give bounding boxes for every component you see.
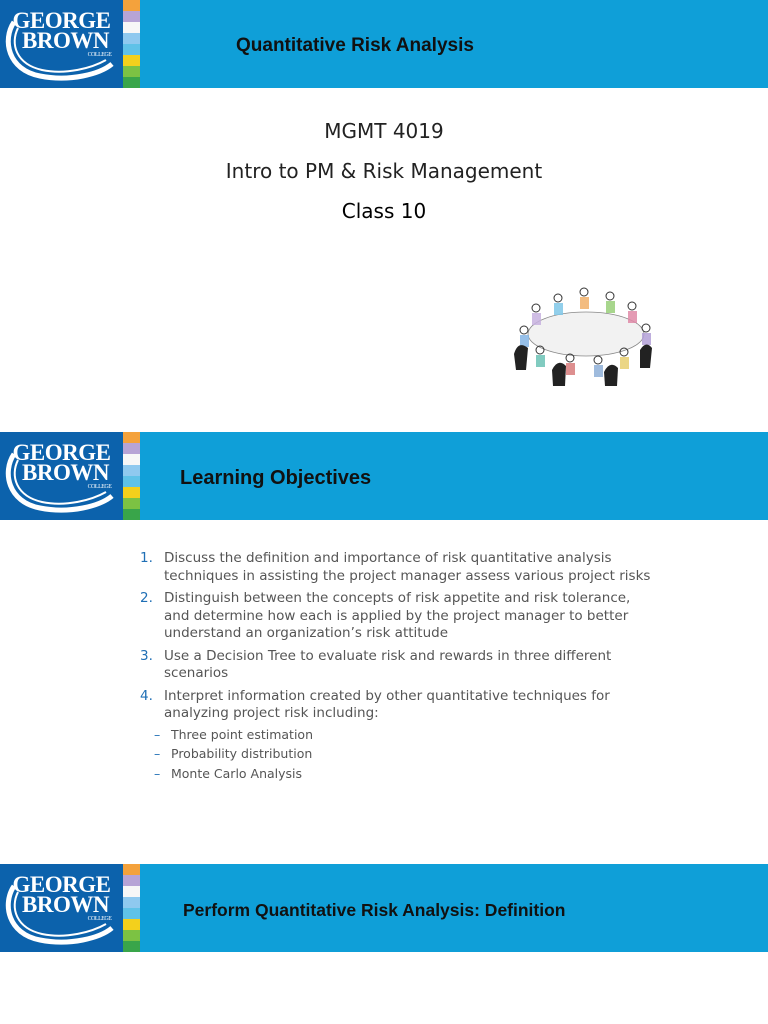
item-text: Distinguish between the concepts of risk appetite and risk tolerance, and determine how each is applied by the project manager to better understand an organization’s risk attitude [164,590,631,641]
color-stripes [123,432,140,520]
list-item [140,550,660,585]
sub-item-text: Probability distribution [171,746,313,761]
stripe [123,875,140,886]
college-logo [0,864,123,952]
stripe [123,886,140,897]
dash-marker: – [154,765,161,781]
list-item [140,648,660,683]
course-code: MGMT 4019 [324,119,444,143]
slide-title: Learning Objectives [180,467,372,489]
stripe [123,432,140,443]
stripe [123,11,140,22]
logo-line-2: BROWN [22,28,109,53]
slide-title: Quantitative Risk Analysis [236,35,474,56]
list-item [140,590,660,643]
meeting-illustration [506,284,662,392]
stripe [123,897,140,908]
logo-line-2: BROWN [22,460,109,485]
logo-line-1: GEORGE [12,440,111,465]
sub-list [154,726,660,783]
objectives-list [140,550,660,787]
slide-title: Perform Quantitative Risk Analysis: Definition [183,900,566,920]
sub-item-text: Monte Carlo Analysis [171,765,303,781]
sub-list-item [154,765,660,783]
class-label: Class 10 [341,199,427,223]
item-text: Discuss the definition and importance of risk quantitative analysis techniques in assisting the project manager assess various project risks [164,550,651,584]
item-text: Interpret information created by other quantitative techniques for analyzing project risk including: [164,687,610,721]
logo-line-3: COLLEGE [87,916,112,922]
item-number: 1. [140,550,153,566]
stripe [123,908,140,919]
stripe [123,498,140,509]
stripe [123,930,140,941]
item-number: 3. [140,647,153,664]
stripe [123,454,140,465]
stripe [123,55,140,66]
college-logo [0,432,123,520]
stripe [123,476,140,487]
logo-line-1: GEORGE [12,8,111,33]
stripe [123,77,140,88]
sub-list-item [154,726,660,744]
slide-banner [0,864,768,952]
stripe [123,443,140,454]
college-logo [0,0,123,88]
stripe [123,0,140,11]
logo-line-2: BROWN [22,892,109,917]
stripe [123,44,140,55]
stripe [123,465,140,476]
stripe [123,509,140,520]
sub-list-item [154,745,660,763]
stripe [123,919,140,930]
sub-item-text: Three point estimation [171,726,313,742]
stripe [123,22,140,33]
item-text: Use a Decision Tree to evaluate risk and rewards in three different scenarios [164,647,612,681]
list-item [140,688,660,783]
stripe [123,864,140,875]
dash-marker: – [154,746,161,761]
color-stripes [123,864,140,952]
item-number: 2. [140,590,153,606]
item-number: 4. [140,687,153,704]
stripe [123,66,140,77]
stripe [123,487,140,498]
slide-banner [0,432,768,520]
logo-line-1: GEORGE [12,872,111,897]
slide-banner [0,0,768,88]
slide-2 [0,432,768,836]
slide-1 [0,0,768,406]
logo-line-3: COLLEGE [87,484,112,490]
color-stripes [123,0,140,88]
logo-line-3: COLLEGE [87,52,112,58]
course-name: Intro to PM & Risk Management [225,159,543,183]
stripe [123,33,140,44]
dash-marker: – [154,726,161,742]
slide-3 [0,864,768,1024]
stripe [123,941,140,952]
